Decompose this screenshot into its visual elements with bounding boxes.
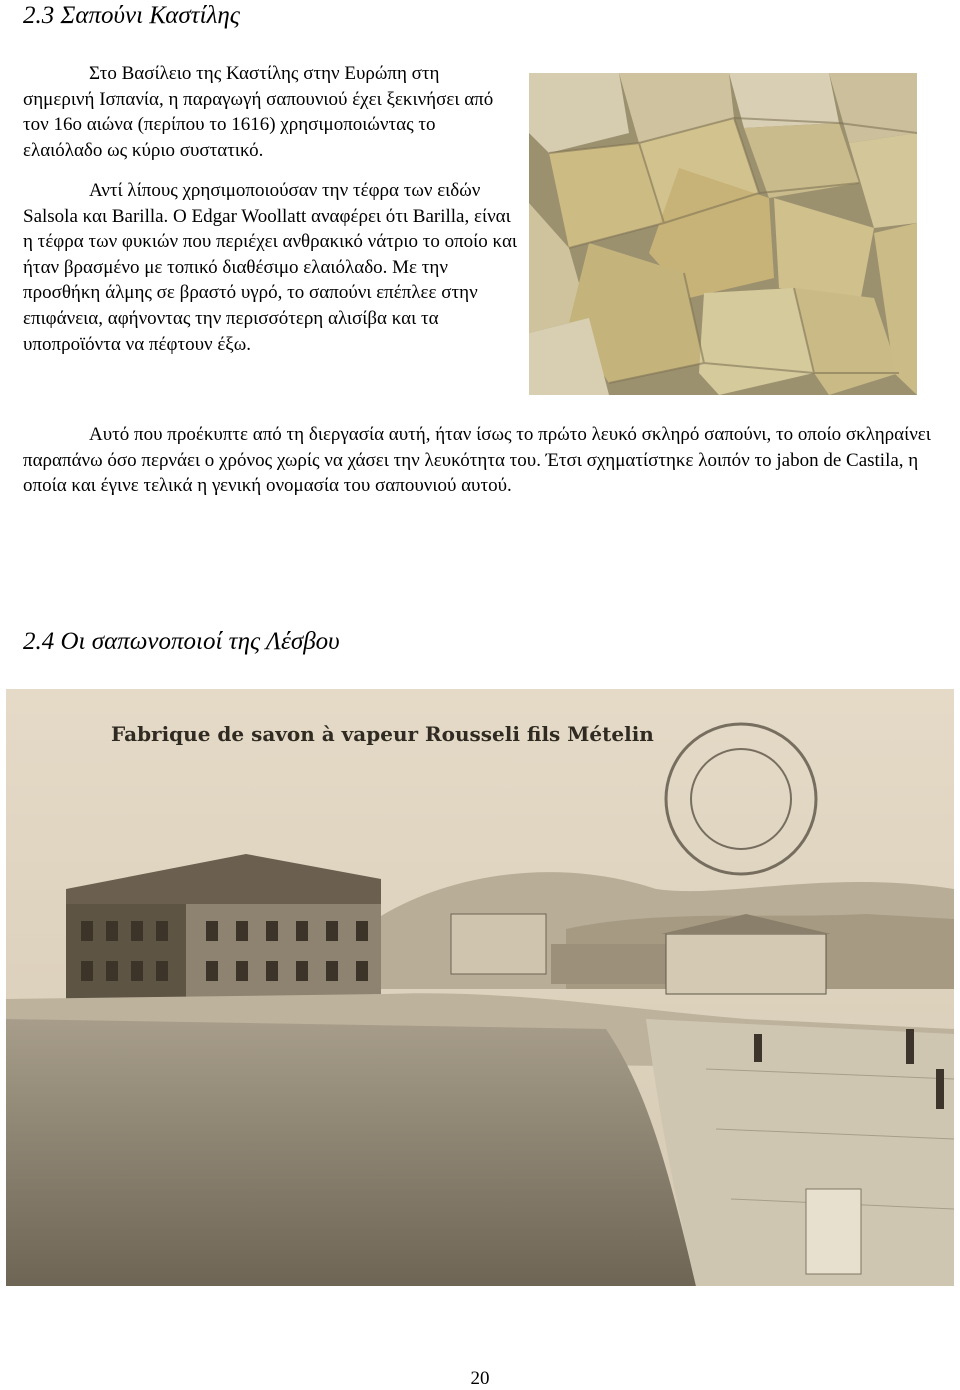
- section-title: 2.3 Σαπούνι Καστίλης: [23, 2, 240, 29]
- section-title-lesvos: 2.4 Οι σαπωνοποιοί της Λέσβου: [23, 628, 340, 655]
- soap-bars-image: [529, 73, 917, 395]
- paragraph-ingredients: Αντί λίπους χρησιμοποιούσαν την τέφρα των ειδών Salsola και Barilla. Ο Edgar Woollatt αναφέρει ότι Barilla, είναι η τέφρα των φυκιών που περιέχει ανθρακικό νάτριο το οποίο και ήταν βρασμένο με τοπικό διαθέσιμο ελαιόλαδο. Με την προσθήκη άλμης σε βραστό υγρό, το σαπούνι επέπλεε στην επιφάνεια, αφήνοντας την περισσότερη αλισίβα και τα υποπροϊόντα να πέφτουν έξω.: [23, 180, 518, 355]
- paragraph-intro: Στο Βασίλειο της Καστίλης στην Ευρώπη στη σημερινή Ισπανία, η παραγωγή σαπουνιού έχει ξεκινήσει από τον 16ο αιώνα (περίπου το 1616) χρησιμοποιώντας το ελαιόλαδο ως κύριο συστατικό.: [23, 63, 494, 161]
- paragraph-result: Αυτό που προέκυπτε από τη διεργασία αυτή, ήταν ίσως το πρώτο λευκό σκληρό σαπούνι, το οποίο σκληραίνει παραπάνω όσο περνάει ο χρόνος χωρίς να χάσει την λευκότητα του. Έτσι σχηματίστηκε λοιπόν το jabon de Castila, η οποία και έγινε τελικά η γενική ονομασία του σαπουνιού αυτού.: [23, 424, 931, 497]
- postcard-caption: Fabrique de savon à vapeur Rousseli fils Mételin: [111, 722, 654, 746]
- castile-soap-photo: [529, 73, 917, 395]
- page-number: 20: [470, 1368, 490, 1389]
- postcard-image: [6, 689, 954, 1286]
- soap-factory-postcard: [6, 689, 954, 1286]
